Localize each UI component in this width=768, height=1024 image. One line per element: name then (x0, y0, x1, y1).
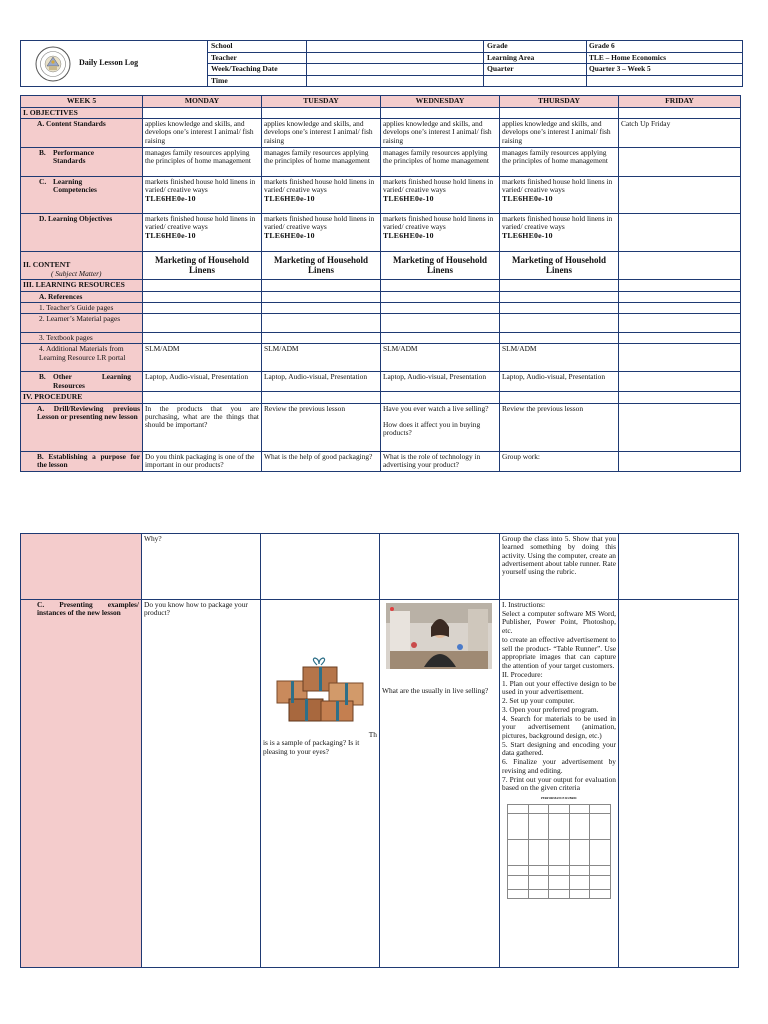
learning-competencies-tue: markets finished house hold linens in varied/ creative ways TLE6HE0e-10 (262, 177, 381, 214)
content-title-wed: Marketing of Household Linens (381, 252, 500, 280)
packaging-sample-image (267, 657, 375, 731)
learning-competencies-thu: markets finished house hold linens in varied/ creative ways TLE6HE0e-10 (500, 177, 619, 214)
col-week: WEEK 5 (21, 96, 143, 108)
content-title-tue: Marketing of Household Linens (262, 252, 381, 280)
additional-materials-thu: SLM/ADM (500, 344, 619, 372)
additional-materials-wed: SLM/ADM (381, 344, 500, 372)
references-label: A. References (21, 291, 143, 302)
drill-review-label: A. Drill/Reviewing previous Lesson or presenting new lesson (21, 403, 143, 451)
content-title-thu: Marketing of Household Linens (500, 252, 619, 280)
empty-value (587, 75, 743, 87)
deped-seal-icon (35, 46, 71, 82)
establishing-purpose-thu: Group work: (500, 451, 619, 471)
establishing-purpose-wed: What is the role of technology in advertising your product? (381, 451, 500, 471)
presenting-examples-label: C. Presenting examples/ instances of the new lesson (21, 600, 142, 968)
performance-standards-label: B. Performance Standards (21, 148, 143, 177)
learning-competencies-label: C. Learning Competencies (21, 177, 143, 214)
content-standards-label: A. Content Standards (21, 119, 143, 148)
presenting-examples-mon: Do you know how to package your product? (142, 600, 261, 968)
learning-competencies-wed: markets finished house hold linens in varied/ creative ways TLE6HE0e-10 (381, 177, 500, 214)
learning-objectives-tue: markets finished house hold linens in varied/ creative ways TLE6HE0e-10 (262, 214, 381, 252)
other-resources-label: B. Other Learning Resources (21, 372, 143, 392)
rubric-image (502, 797, 616, 899)
col-thursday: THURSDAY (500, 96, 619, 108)
teacher-value[interactable] (307, 52, 484, 64)
additional-materials-mon: SLM/ADM (143, 344, 262, 372)
content-subheading: ( Subject Matter) (51, 268, 102, 278)
other-resources-tue: Laptop, Audio-visual, Presentation (262, 372, 381, 392)
presenting-examples-tue-th: Th (368, 730, 377, 739)
grade-label: Grade (484, 41, 587, 53)
other-resources-wed: Laptop, Audio-visual, Presentation (381, 372, 500, 392)
establishing-purpose-mon: Do you think packaging is one of the important in our products? (143, 451, 262, 471)
lesson-log-table-continued (20, 533, 739, 968)
content-title-mon: Marketing of Household Linens (143, 252, 262, 280)
teacher-label: Teacher (208, 52, 307, 64)
presenting-examples-tue-text: is is a sample of packaging? Is it pleasing to your eyes? (263, 738, 360, 756)
learning-objectives-wed: markets finished house hold linens in varied/ creative ways TLE6HE0e-10 (381, 214, 500, 252)
empty-label (484, 75, 587, 87)
performance-standards-mon: manages family resources applying the principles of home management (143, 148, 262, 177)
school-label: School (208, 41, 307, 53)
time-value[interactable] (307, 75, 484, 87)
establishing-purpose-cont-label (21, 534, 142, 600)
col-tuesday: TUESDAY (262, 96, 381, 108)
content-heading: II. CONTENT (23, 260, 71, 270)
performance-standards-thu: manages family resources applying the principles of home management (500, 148, 619, 177)
other-resources-mon: Laptop, Audio-visual, Presentation (143, 372, 262, 392)
quarter-label: Quarter (484, 64, 587, 76)
col-friday: FRIDAY (619, 96, 741, 108)
content-standards-wed: applies knowledge and skills, and develops one’s interest I animal/ fish raising (381, 119, 500, 148)
rubric-title: PERFORMANCE RUBRIC (540, 796, 578, 801)
week-date-label: Week/Teaching Date (208, 64, 307, 76)
content-standards-mon: applies knowledge and skills, and develops one’s interest I animal/ fish raising (143, 119, 262, 148)
presenting-examples-wed-text: What are the usually in live selling? (382, 686, 489, 695)
col-monday: MONDAY (143, 96, 262, 108)
header-title: Daily Lesson Log (79, 58, 139, 68)
school-value[interactable] (307, 41, 484, 53)
time-label: Time (208, 75, 307, 87)
establishing-purpose-cont-thu: Group the class into 5. Show that you learned something by doing this activity. Using the computer, create an advertisement about table runner. Rate yourself using the rubric. (500, 534, 619, 600)
drill-review-tue: Review the previous lesson (262, 403, 381, 451)
learning-area-value: TLE – Home Economics (587, 52, 743, 64)
drill-review-wed: Have you ever watch a live selling? How does it affect you in buying products? (381, 403, 500, 451)
content-standards-tue: applies knowledge and skills, and develops one’s interest I animal/ fish raising (262, 119, 381, 148)
col-wednesday: WEDNESDAY (381, 96, 500, 108)
grade-value: Grade 6 (587, 41, 743, 53)
performance-standards-wed: manages family resources applying the principles of home management (381, 148, 500, 177)
learning-objectives-thu: markets finished house hold linens in varied/ creative ways TLE6HE0e-10 (500, 214, 619, 252)
learning-competencies-mon: markets finished house hold linens in varied/ creative ways TLE6HE0e-10 (143, 177, 262, 214)
learning-objectives-mon: markets finished house hold linens in varied/ creative ways TLE6HE0e-10 (143, 214, 262, 252)
learning-area-label: Learning Area (484, 52, 587, 64)
presenting-examples-wed (380, 600, 500, 968)
teachers-guide-label: 1. Teacher’s Guide pages (21, 302, 143, 313)
header-table (20, 40, 743, 87)
resources-heading: III. LEARNING RESOURCES (21, 280, 143, 292)
week-date-value[interactable] (307, 64, 484, 76)
textbook-label: 3. Textbook pages (21, 333, 143, 344)
drill-review-mon: In the products that you are purchasing, what are the things that should be important? (143, 403, 262, 451)
presenting-examples-thu: I. Instructions: Select a computer software MS Word, Publisher, Power Point, Photoshop, etc. to create an effective advertisement to sell the product- “Table Runner”. Use appropriate images that can capture the attention of your target customers. II. Procedure: 1. Plan out your effective design to be used in your advertisement. 2. Set up your computer. 3. Open your preferred program. 4. Search for materials to be used in your advertisement (animation, pictures, background design, etc.) 5. Start designing and encoding your data gathered. 6. Finalize your advertisement by revising and editing. 7. Print out your output for evaluation based on the given criteria PERFORMANCE RUBRIC (500, 600, 619, 968)
catch-up-friday: Catch Up Friday (619, 119, 741, 148)
presenting-examples-tue (261, 600, 380, 968)
establishing-purpose-tue: What is the help of good packaging? (262, 451, 381, 471)
learners-material-label: 2. Learner’s Material pages (21, 314, 143, 333)
header-logo-cell (21, 41, 208, 87)
live-selling-image (384, 601, 494, 679)
procedure-heading: IV. PROCEDURE (21, 392, 143, 404)
learning-objectives-label: D. Learning Objectives (21, 214, 143, 252)
establishing-purpose-label: B. Establishing a purpose for the lesson (21, 451, 143, 471)
additional-materials-label: 4. Additional Materials from Learning Resource LR portal (21, 344, 143, 372)
drill-review-thu: Review the previous lesson (500, 403, 619, 451)
content-heading-cell (21, 252, 143, 280)
objectives-heading: I. OBJECTIVES (21, 107, 143, 119)
additional-materials-tue: SLM/ADM (262, 344, 381, 372)
lesson-log-table (20, 95, 741, 472)
content-standards-thu: applies knowledge and skills, and develops one’s interest I animal/ fish raising (500, 119, 619, 148)
other-resources-thu: Laptop, Audio-visual, Presentation (500, 372, 619, 392)
establishing-purpose-cont-mon: Why? (142, 534, 261, 600)
performance-standards-tue: manages family resources applying the principles of home management (262, 148, 381, 177)
quarter-value: Quarter 3 – Week 5 (587, 64, 743, 76)
